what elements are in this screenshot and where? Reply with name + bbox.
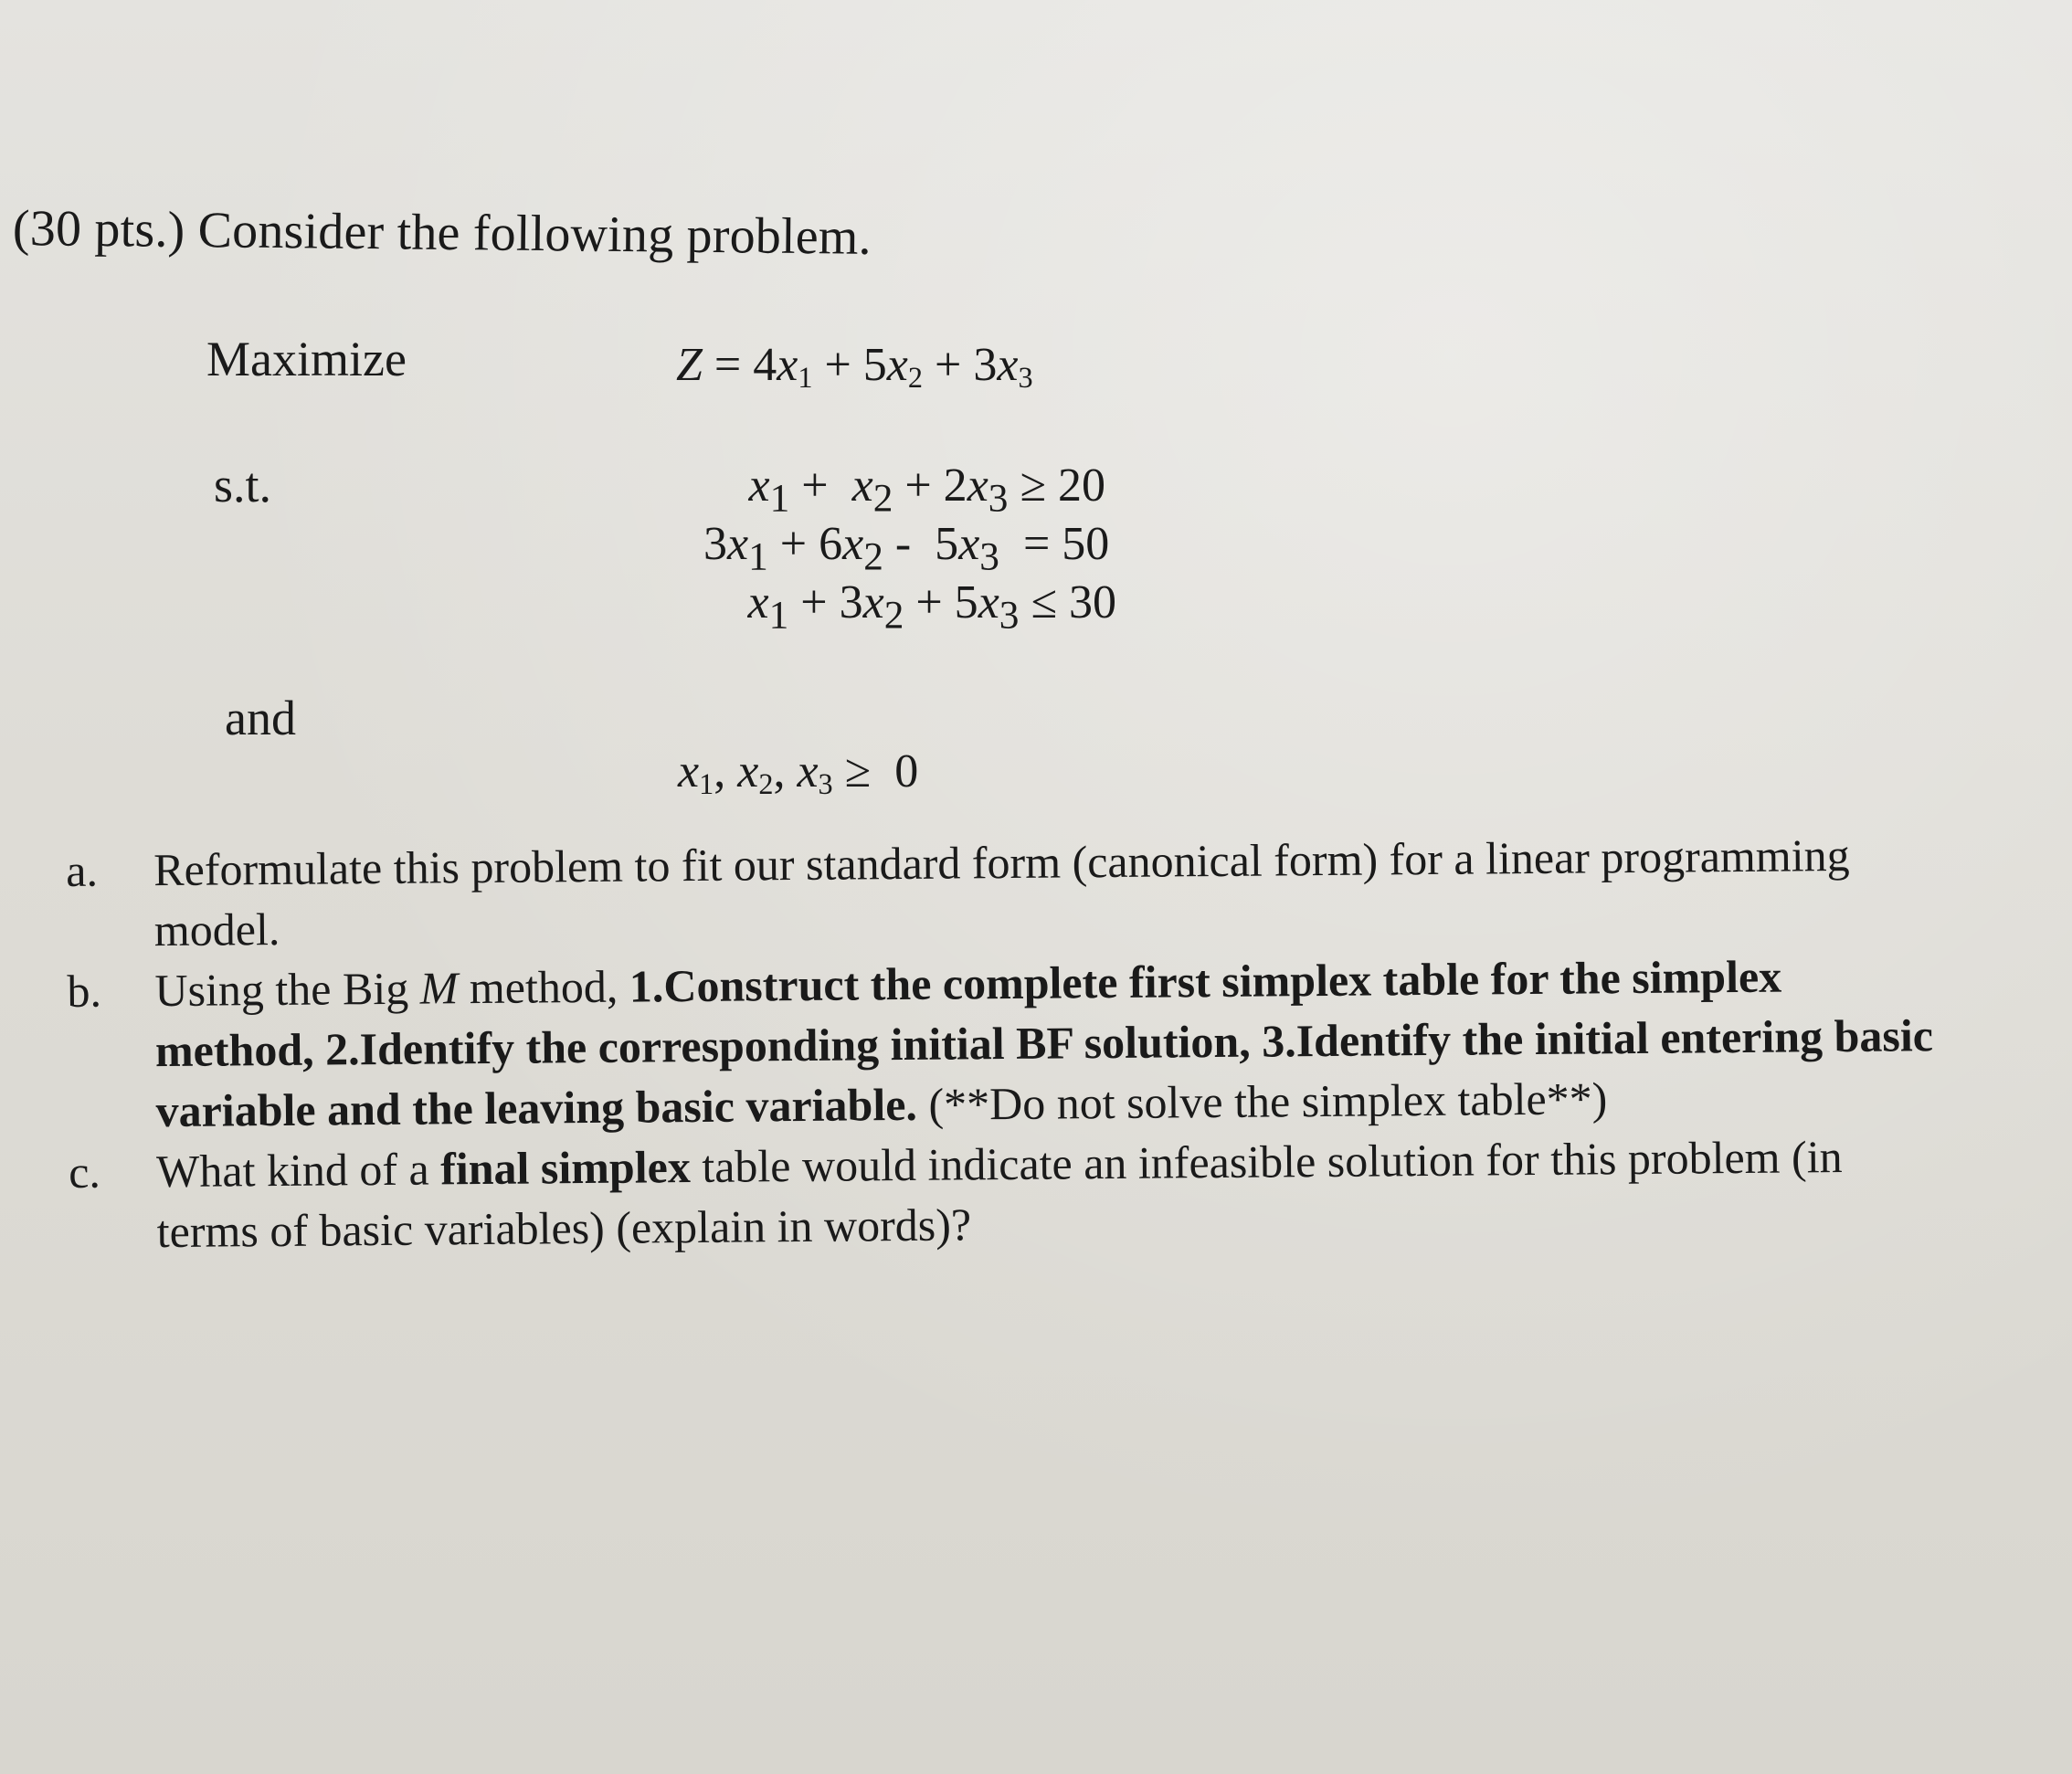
question-a-marker: a. [66, 844, 99, 896]
objective-expression: $Z = 4x_1 + 5x_2 + 3x_3$ [676, 339, 1033, 395]
question-b-bold-tasks: 1.Construct the complete first simplex table for the simplex method, 2.Identify the corresponding initial BF solution, 3.Identify the initial entering basic variable and the leaving basic variable. [154, 950, 1934, 1137]
constraint-1: $x_1 + x_2 + 2x_3 \ge 20$ [748, 459, 1105, 521]
nonnegativity-constraint: $x_1$, $x_2$, $x_3 \ge 0$ [678, 745, 919, 801]
question-b-note: (**Do not solve the simplex table**) [916, 1072, 1608, 1130]
question-b-big-m: M [419, 962, 459, 1014]
constraint-block [703, 457, 1116, 638]
constraint-2: $3x_1 + 6x_2 - 5x_3 = 50$ [703, 518, 1110, 579]
question-c [69, 1125, 1951, 1262]
question-list [66, 824, 1951, 1262]
question-a [66, 824, 1949, 961]
constraint-3: $x_1 + 3x_2 + 5x_3 \le 30$ [747, 576, 1116, 638]
and-label: and [225, 691, 296, 745]
question-c-intro: What kind of a [155, 1143, 441, 1198]
question-c-bold: final simplex [439, 1141, 692, 1195]
subject-to-label: s.t. [214, 458, 272, 512]
question-b-after-m: method, [458, 960, 630, 1014]
objective-function [676, 338, 1033, 395]
question-c-marker: c. [68, 1146, 101, 1198]
problem-heading: (30 pts.) Consider the following problem. [12, 200, 872, 266]
question-b [67, 945, 1950, 1142]
question-c-rest: table would indicate an infeasible solution for this problem (in terms of basic variables) (explain in words)? [156, 1131, 1843, 1258]
maximize-label: Maximize [206, 332, 407, 386]
question-b-marker: b. [67, 965, 102, 1017]
question-a-text: Reformulate this problem to fit our standard form (canonical form) for a linear programming model. [153, 829, 1850, 956]
question-b-intro: Using the Big [154, 962, 420, 1017]
